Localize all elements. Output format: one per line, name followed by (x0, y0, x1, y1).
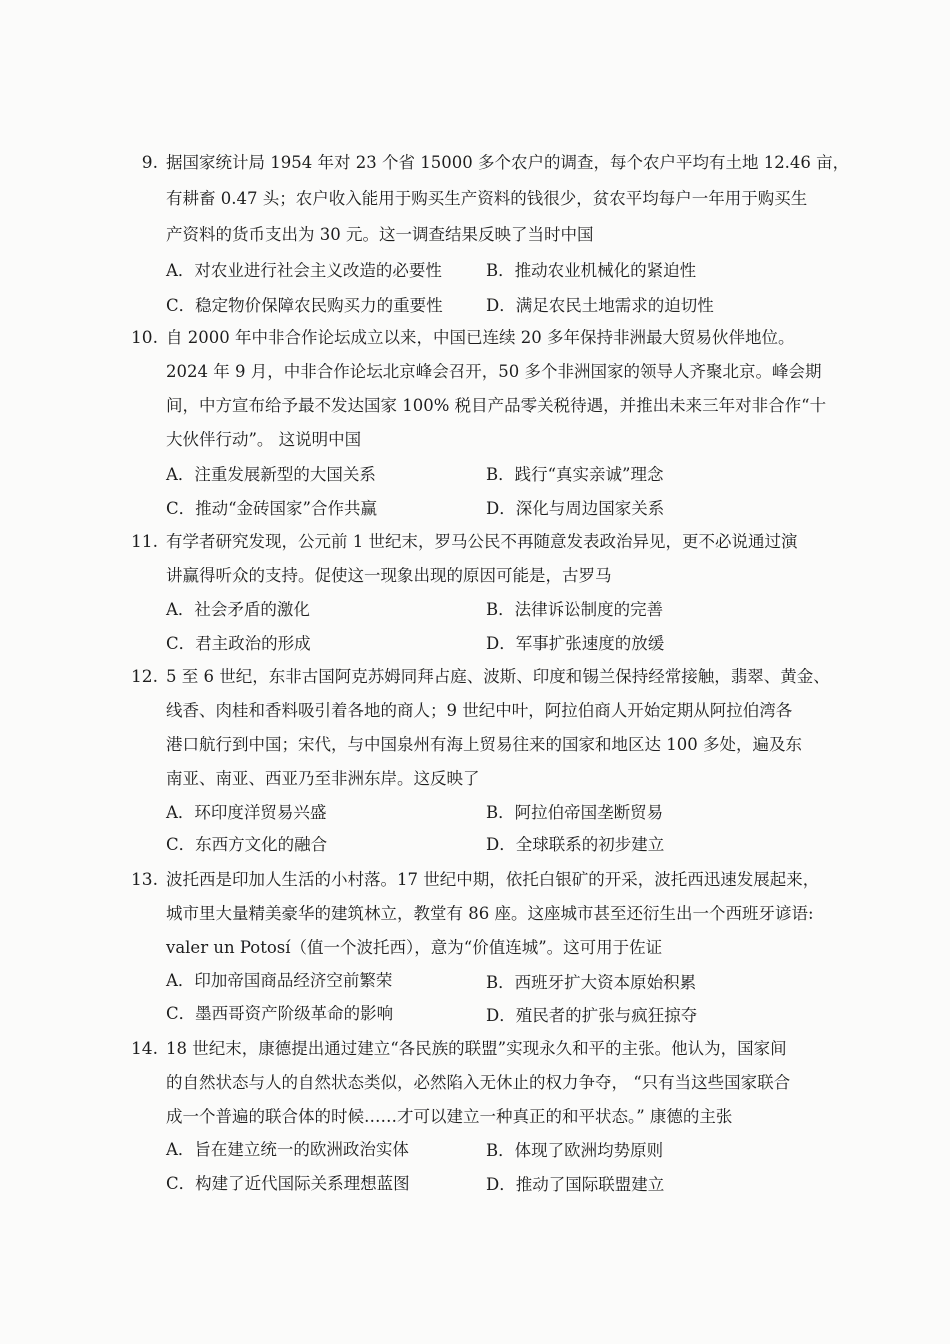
question-number: 9. (141, 153, 158, 173)
question-text-line: 波托西是印加人生活的小村落。17 世纪中期，依托白银矿的开采，波托西迅速发展起来， (166, 870, 820, 889)
question-number: 13. (130, 870, 158, 890)
question-text-line: 间，中方宣布给予最不发达国家 100% 税目产品零关税待遇，并推出未来三年对非合作“十 (166, 396, 827, 415)
question-number: 12. (130, 667, 158, 687)
question-number: 10. (130, 328, 158, 348)
option-c: C．稳定物价保障农民购买力的重要性 (166, 296, 443, 315)
question-number: 14. (130, 1039, 158, 1059)
option-d: D．军事扩张速度的放缓 (486, 634, 665, 653)
option-a: A．印加帝国商品经济空前繁荣 (166, 971, 393, 990)
question-text-line: 城市里大量精美豪华的建筑林立，教堂有 86 座。这座城市甚至还衍生出一个西班牙谚语: (166, 904, 814, 923)
question-text-line: 18 世纪末，康德提出通过建立“各民族的联盟”实现永久和平的主张。他认为，国家间 (166, 1039, 787, 1058)
question-text-line: 自 2000 年中非合作论坛成立以来，中国已连续 20 多年保持非洲最大贸易伙伴地位。 (166, 328, 795, 347)
option-c: C．东西方文化的融合 (166, 835, 328, 854)
question-text-line: 线香、肉桂和香料吸引着各地的商人；9 世纪中叶，阿拉伯商人开始定期从阿拉伯湾各 (166, 701, 793, 720)
question-text-line: 南亚、南亚、西亚乃至非洲东岸。这反映了 (166, 769, 480, 788)
option-b: B．推动农业机械化的紧迫性 (486, 261, 697, 280)
question-text-line: 5 至 6 世纪，东非古国阿克苏姆同拜占庭、波斯、印度和锡兰保持经常接触，翡翠、黄金、 (166, 667, 830, 686)
question-text-line: 有耕畜 0.47 头；农户收入能用于购买生产资料的钱很少，贫农平均每户一年用于购买生 (166, 189, 808, 208)
option-c: C．构建了近代国际关系理想蓝图 (166, 1174, 410, 1193)
question-text-line: 大伙伴行动”。 这说明中国 (166, 430, 362, 449)
option-d: D．殖民者的扩张与疯狂掠夺 (486, 1006, 698, 1025)
question-text-line: valer un Potosí（值一个波托西），意为“价值连城”。这可用于佐证 (166, 938, 663, 957)
option-b: B．体现了欧洲均势原则 (486, 1141, 664, 1160)
option-d: D．满足农民土地需求的迫切性 (486, 296, 714, 315)
question-text-line: 的自然状态与人的自然状态类似，必然陷入无休止的权力争夺， “只有当这些国家联合 (166, 1073, 791, 1092)
option-c: C．君主政治的形成 (166, 634, 311, 653)
option-b: B．践行“真实亲诚”理念 (486, 465, 664, 484)
option-a: A．社会矛盾的激化 (166, 600, 310, 619)
question-text-line: 有学者研究发现，公元前 1 世纪末，罗马公民不再随意发表政治异见，更不必说通过演 (166, 532, 798, 551)
option-d: D．推动了国际联盟建立 (486, 1175, 665, 1194)
question-text-line: 成一个普遍的联合体的时候……才可以建立一种真正的和平状态。” 康德的主张 (166, 1107, 733, 1126)
option-d: D．全球联系的初步建立 (486, 835, 665, 854)
question-text-line: 讲赢得听众的支持。促使这一现象出现的原因可能是，古罗马 (166, 566, 612, 585)
question-text-line: 据国家统计局 1954 年对 23 个省 15000 多个农户的调查，每个农户平均有土地 12.46 亩， (166, 153, 850, 172)
question-text-line: 港口航行到中国；宋代，与中国泉州有海上贸易往来的国家和地区达 100 多处，遍及东 (166, 735, 802, 754)
option-d: D．深化与周边国家关系 (486, 499, 665, 518)
option-b: B．法律诉讼制度的完善 (486, 600, 664, 619)
option-c: C．推动“金砖国家”合作共赢 (166, 499, 377, 518)
option-a: A．环印度洋贸易兴盛 (166, 803, 327, 822)
option-a: A．对农业进行社会主义改造的必要性 (166, 261, 442, 280)
option-b: B．阿拉伯帝国垄断贸易 (486, 803, 664, 822)
question-text-line: 产资料的货币支出为 30 元。这一调查结果反映了当时中国 (166, 225, 594, 244)
option-c: C．墨西哥资产阶级革命的影响 (166, 1004, 394, 1023)
question-text-line: 2024 年 9 月，中非合作论坛北京峰会召开，50 多个非洲国家的领导人齐聚北京。峰会期 (166, 362, 822, 381)
option-b: B．西班牙扩大资本原始积累 (486, 973, 697, 992)
option-a: A．注重发展新型的大国关系 (166, 465, 376, 484)
question-number: 11. (130, 532, 158, 552)
option-a: A．旨在建立统一的欧洲政治实体 (166, 1140, 409, 1159)
